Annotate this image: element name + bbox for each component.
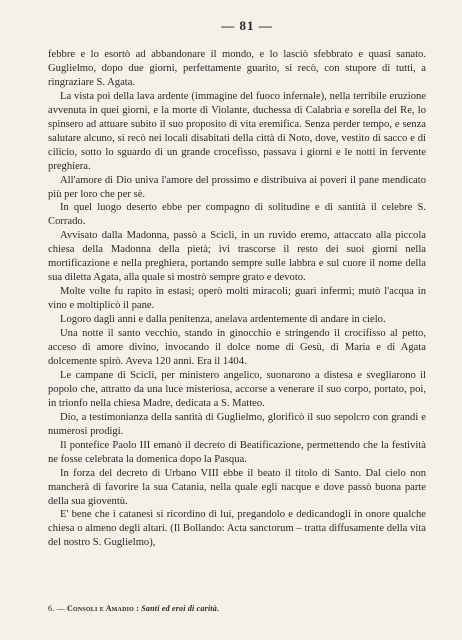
paragraph: E' bene che i catanesi si ricordino di lui, pregandolo e dedicandogli in onore qualche chiesa o almeno degli altari. (Il Bollando: Acta sanctorum – tratta diffusamente della vita del nostro S. Guglielmo), [48,509,426,549]
paragraph: Logoro dagli anni e dalla penitenza, anelava ardentemente di andare in cielo. [60,314,386,326]
paragraph: Le campane di Scicli, per ministero angelico, suonarono a distesa e svegliarono il popolo che, attratto da una luce misteriosa, accorse a venerare il suo corpo, portato, poi, in trionfo nella chiesa Madre, dedicata a S. Matteo. [48,369,426,409]
paragraph: All'amore di Dio univa l'amore del prossimo e distribuiva ai poveri il pane mendicato più per loro che per sè. [48,174,426,200]
paragraph: In quel luogo deserto ebbe per compagno di solitudine e di santità il celebre S. Corrado. [48,202,426,228]
paragraph: Una notte il santo vecchio, stando in ginocchio e stringendo il crocifisso al petto, acceso di amore divino, invocando il dolce nome di Gesù, di Maria e di Agata dolcemente spirò. Aveva 120 anni. Era il 1404. [48,328,426,367]
paragraph: Il pontefice Paolo III emanò il decreto di Beatificazione, permettendo che la festività ne fosse celebrata la domenica dopo la Pasqua. [48,439,426,465]
paragraph: febbre e lo esortò ad abbandonare il mondo, e lo lasciò sfebbrato e quasi sanato. Guglielmo, dopo due giorni, perfettamente guarito, si recò, con stupore di tutti, a ringraziare S. Agata. [48,49,426,88]
paragraph: La vista poi della lava ardente (immagine del fuoco infernale), nella terribile eruzione avvenuta in quei giorni, e la morte di Violante, duchessa di Calabria e sorella del Re, lo spinsero ad attuare subito il suo proposito di vita eremifica. Senza perder tempo, e senza salutare alcuno, si recò nei locali disabitati della città di Noto, dove, vestito di sacco e di cilicio, sotto lo sguardo di un grande crocefisso, passava i giorni e le notti in fervente preghiera. [48,90,426,172]
paragraph: Avvisato dalla Madonna, passò a Scicli, in un ruvido eremo, attaccato alla piccola chiesa della Madonna della pietà; ivi trascorse il resto dei suoi giorni nella mortificazione e nella preghiera, portando sempre sulle labbra e sul cuore il nome della sua diletta Agata, alla quale si mostrò sempre grato e devoto. [48,230,426,284]
paragraph: In forza del decreto di Urbano VIII ebbe il beato il titolo di Santo. Dal cielo non mancherà di favorire la sua Catania, nella quale egli nacque e dove passò buona parte della sua gioventù. [48,467,426,507]
signature-mark: 6. — [48,604,65,613]
footer-authors: Consoli e Amadio : [67,604,140,613]
paragraph: Dio, a testimonianza della santità di Guglielmo, glorificò il suo sepolcro con grandi e numerosi prodigi. [48,411,426,437]
body-text [48,48,426,550]
footer-book-title: Santi ed eroi di carità. [141,604,220,613]
page-footer [48,604,426,613]
page-number: — 81 — [221,18,273,33]
paragraph: Molte volte fu rapito in estasi; operò molti miracoli; guarì infermi; mutò l'acqua in vino e moltiplicò il pane. [48,286,426,312]
